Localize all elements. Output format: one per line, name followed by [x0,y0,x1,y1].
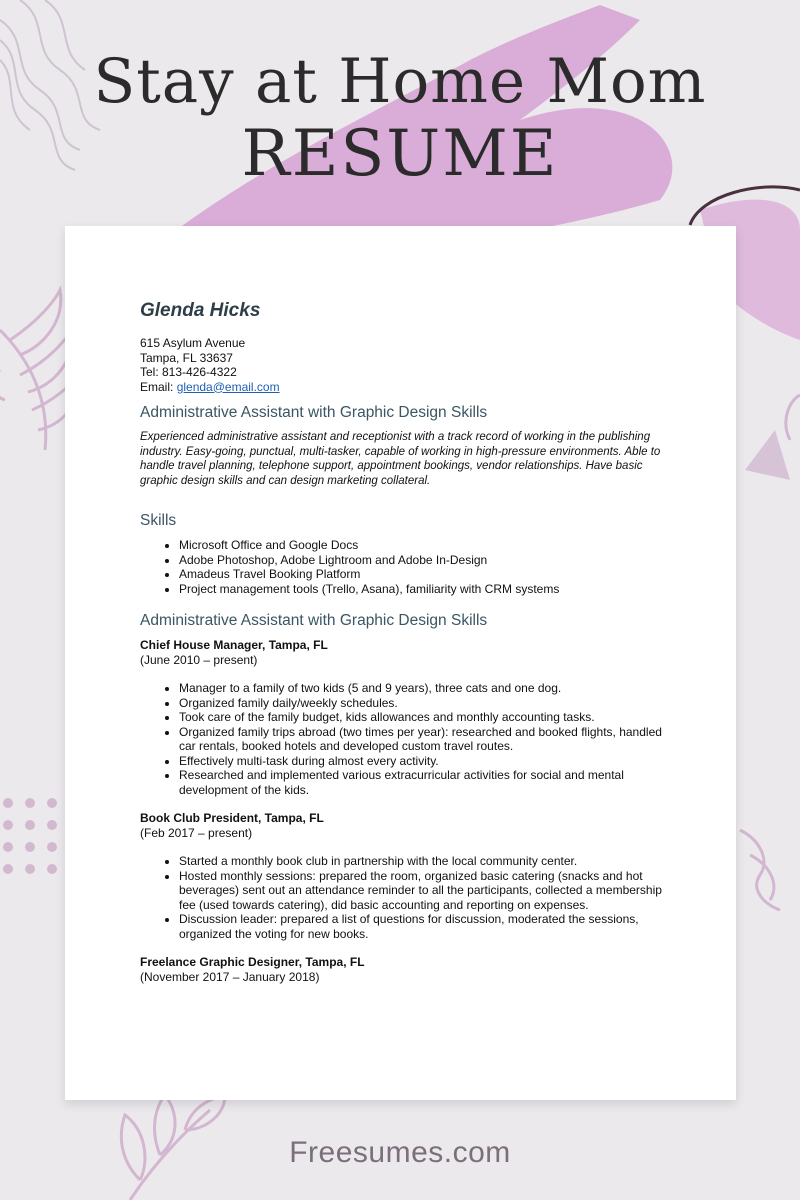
job-dates: (November 2017 – January 2018) [140,969,320,984]
job-entry [140,638,680,797]
contact-address: 615 Asylum Avenue [140,336,246,350]
contact-city: Tampa, FL 33637 [140,350,233,365]
job-bullet: • Researched and implemented various extracurricular activities for social and mental development of the kids. [179,768,680,797]
skill-item: • Project management tools (Trello, Asana), familiarity with CRM systems [179,582,680,597]
contact-block [140,336,680,394]
resume-name: Glenda Hicks [140,300,261,321]
job-dates: (June 2010 – present) [140,652,258,667]
experience-heading: Administrative Assistant with Graphic Design Skills [140,612,488,629]
job-bullet: • Effectively multi-task during almost every activity. [179,754,680,769]
job-title: Freelance Graphic Designer, Tampa, FL [140,955,365,969]
objective-heading: Administrative Assistant with Graphic Design Skills [140,404,488,421]
resume-document [140,300,680,984]
job-bullets [140,681,680,797]
job-bullet: • Manager to a family of two kids (5 and 9 years), three cats and one dog. [179,681,680,696]
resume-paper [65,226,736,1100]
job-bullet: • Organized family trips abroad (two times per year): researched and booked flights, handled car rentals, booked hotels and developed custom travel routes. [179,725,680,754]
headline-line2: RESUME [241,117,559,191]
skill-item: • Microsoft Office and Google Docs [179,538,680,553]
skill-item: • Adobe Photoshop, Adobe Lightroom and Adobe In-Design [179,553,680,568]
job-entry [140,955,680,984]
job-dates: (Feb 2017 – present) [140,825,253,840]
headline-line1: Stay at Home Mom [93,46,707,117]
dots-pattern [3,798,57,874]
summary-text: Experienced administrative assistant and receptionist with a track record of working in the publishing industry. Easy-going, punctual, multi-tasker, capable of working in high-pressure environments. Able to handle travel planning, telephone support, appointment bookings, vendor relationships. Have basic graphic design skills and can design marketing collateral. [140,431,661,487]
skills-list [140,538,680,596]
skills-heading: Skills [140,512,177,529]
job-bullet: • Discussion leader: prepared a list of questions for discussion, moderated the sessions, organized the voting for new books. [179,912,680,941]
job-title: Book Club President, Tampa, FL [140,811,324,825]
page-headline [0,46,800,190]
squiggle-lines [740,830,780,910]
job-bullet: • Hosted monthly sessions: prepared the room, organized basic catering (snacks and hot beverages) sent out an attendance reminder to all the participants, collected a membership fee (used towards catering), did basic accounting and reporting on expenses. [179,869,680,913]
job-bullets [140,854,680,941]
email-label: Email: [140,379,174,394]
footer-brand: Freesumes.com [289,1136,511,1169]
job-title: Chief House Manager, Tampa, FL [140,638,328,652]
contact-tel: Tel: 813-426-4322 [140,365,237,379]
job-entry [140,811,680,941]
email-link[interactable]: glenda@email.com [176,379,280,394]
job-bullet: • Took care of the family budget, kids allowances and monthly accounting tasks. [179,710,680,725]
leaf-right [786,395,800,440]
job-bullet: • Started a monthly book club in partnership with the local community center. [179,854,680,869]
skill-item: • Amadeus Travel Booking Platform [179,567,680,582]
job-bullet: • Organized family daily/weekly schedules. [179,696,680,711]
contact-email-row [140,380,680,395]
triangle-shape [745,430,790,480]
